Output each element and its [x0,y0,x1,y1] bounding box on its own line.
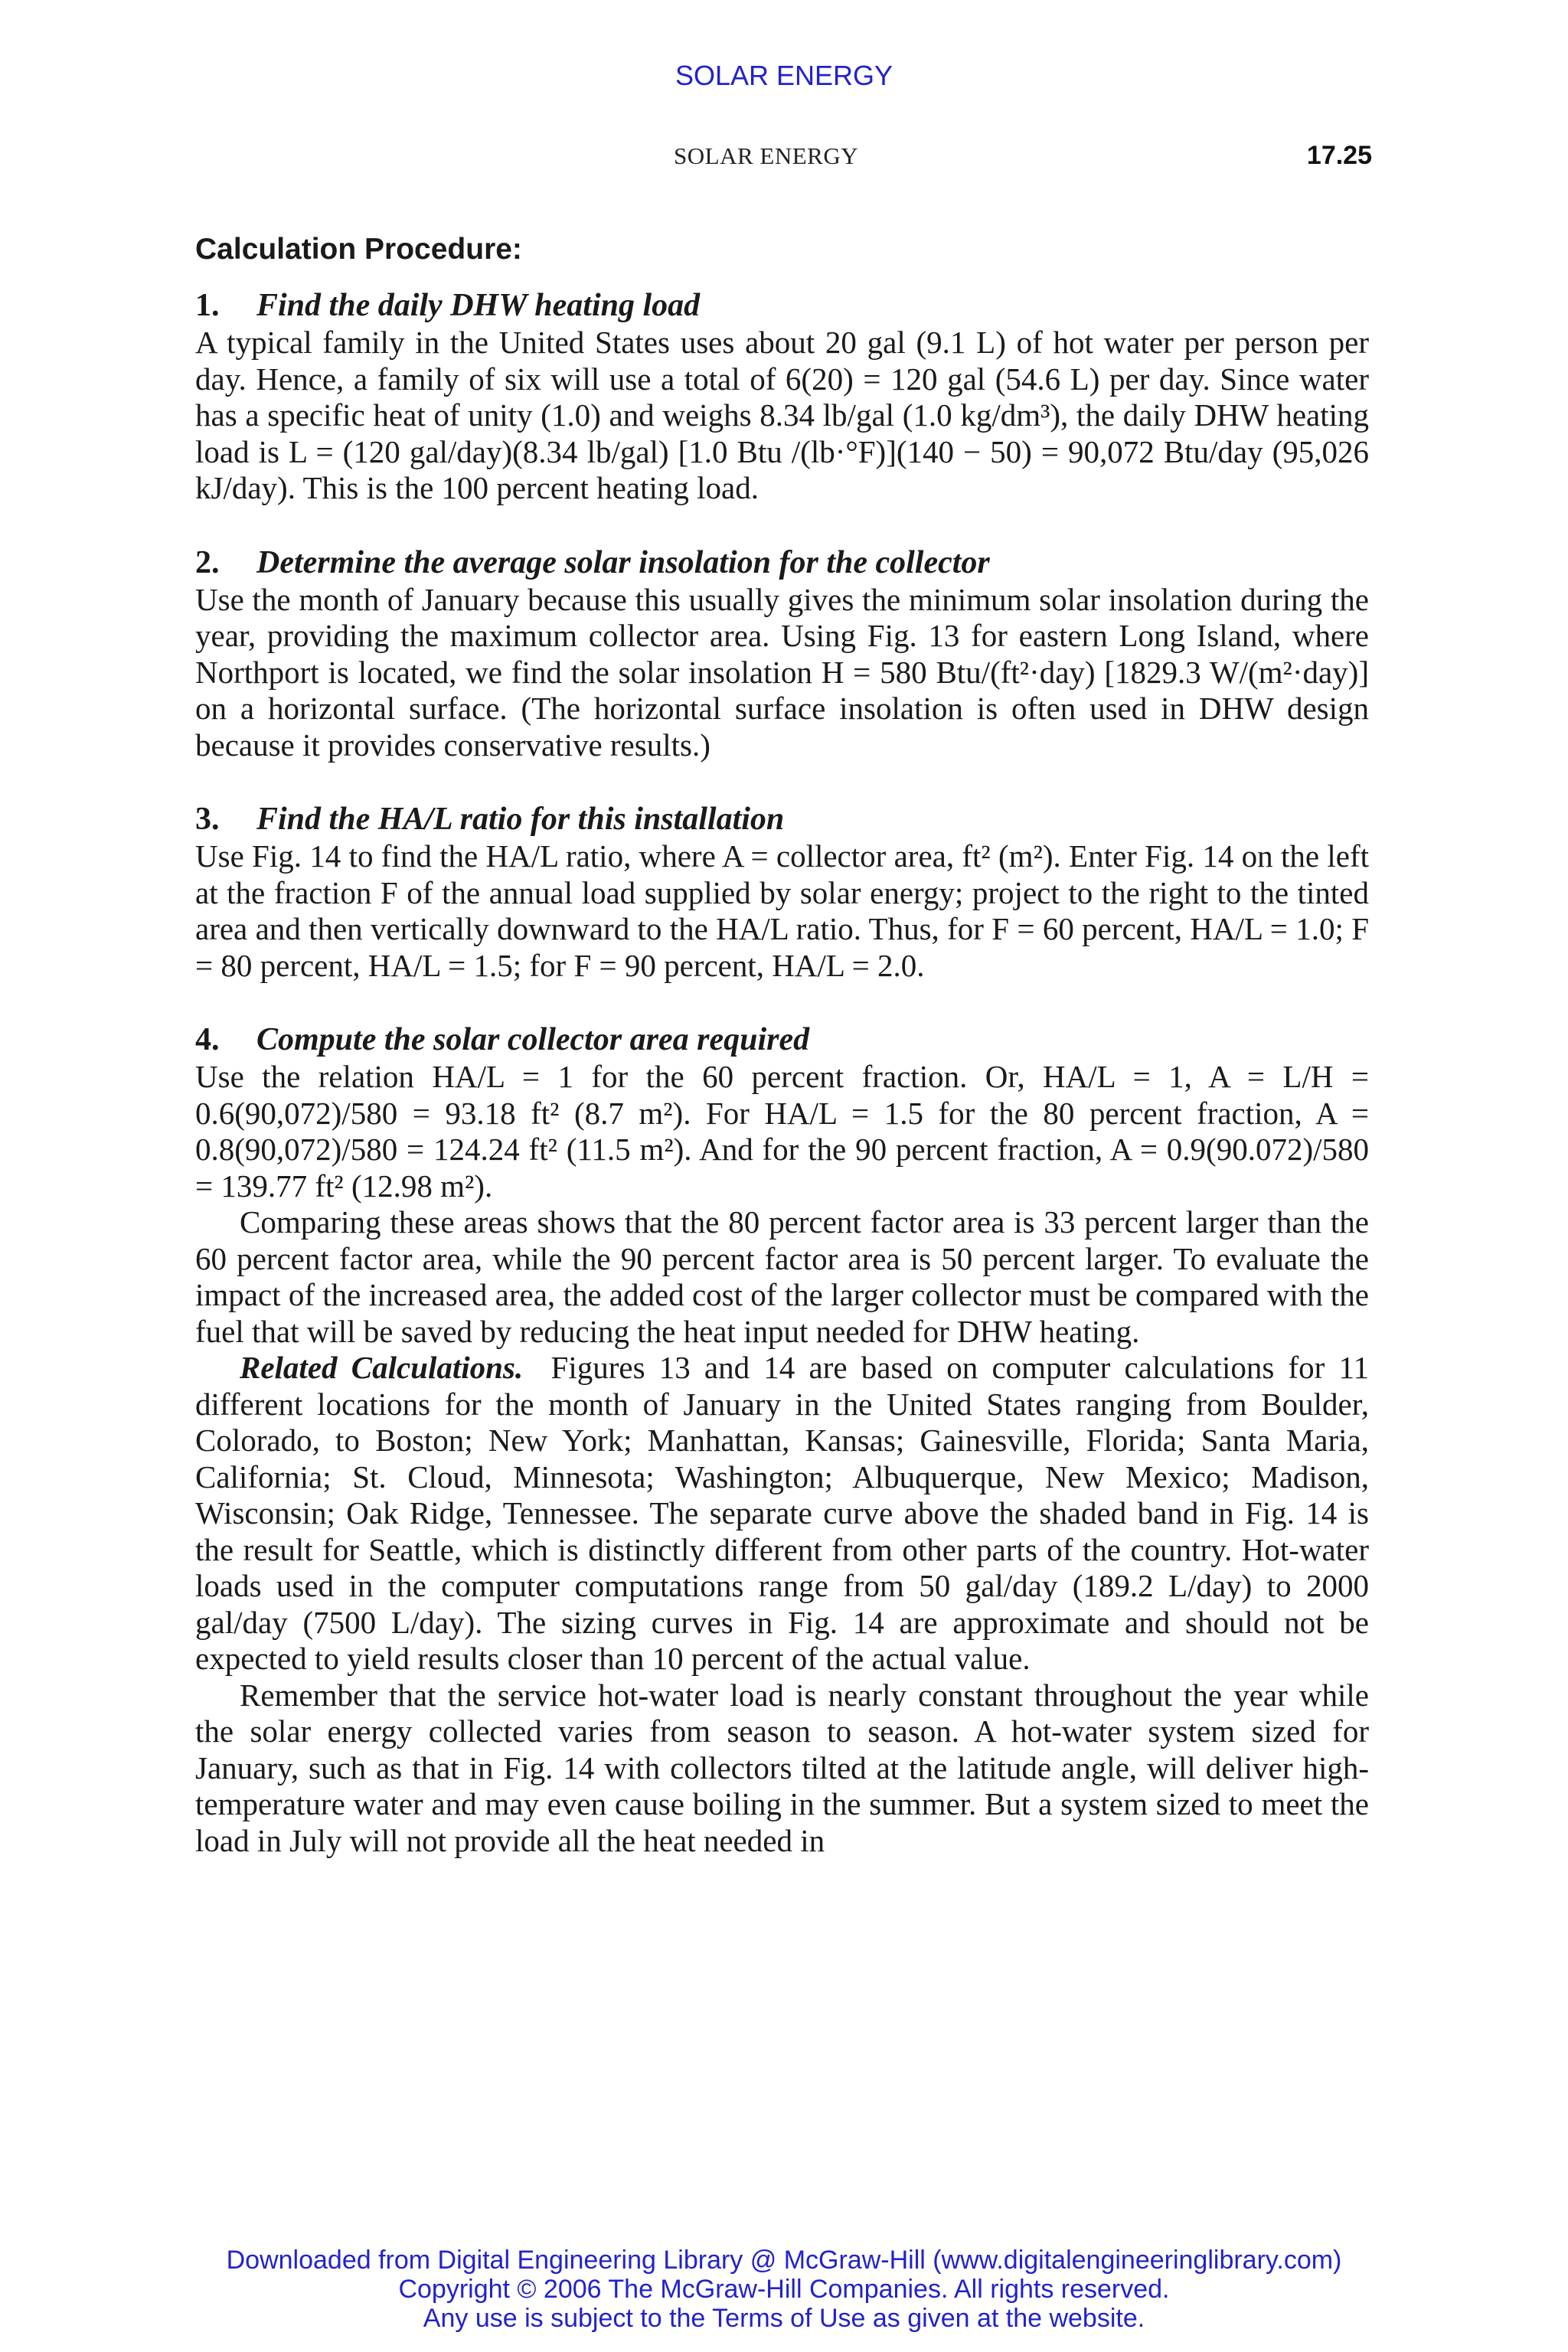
top-link[interactable]: SOLAR ENERGY [675,60,893,91]
step-3 [195,800,1369,984]
footer-download-link[interactable]: Downloaded from Digital Engineering Library @ McGraw-Hill (www.digitalengineeringlibrary.com) [226,2246,1342,2275]
step-number: 1. [195,288,220,323]
step-2 [195,544,1369,764]
related-calculations-text: Figures 13 and 14 are based on computer calculations for 11 different locations for the month of January in the United States ranging from Boulder, Colorado, to Boston; New York; Manhattan, Kansas; Gainesville, Florida; Santa Maria, California; St. Cloud, Minnesota; Washington; Albuquerque, New Mexico; Madison, Wisconsin; Oak Ridge, Tennessee. The separate curve above the shaded band in Fig. 14 is the result for Seattle, which is distinctly different from other parts of the country. Hot-water loads used in the computer computations range from 50 gal/day (189.2 L/day) to 2000 gal/day (7500 L/day). The sizing curves in Fig. 14 are approximate and should not be expected to yield results closer than 10 percent of the actual value. [195,1350,1369,1676]
step-title [195,544,1369,582]
footer [0,2246,1568,2333]
step-title-text: Find the daily DHW heating load [256,288,701,323]
related-calculations-paragraph [195,1350,1369,1677]
running-header: SOLAR ENERGY [674,142,859,169]
procedure-heading: Calculation Procedure: [195,233,522,266]
step-1 [195,286,1369,507]
step-paragraph: Comparing these areas shows that the 80 percent factor area is 33 percent larger than the 60 percent factor area, while the 90 percent factor area is 50 percent larger. To evaluate the impact of the increased area, the added cost of the larger collector must be compared with the fuel that will be saved by reducing the heat input needed for DHW heating. [195,1204,1369,1349]
step-title-text: Compute the solar collector area required [256,1022,810,1057]
step-number: 2. [195,544,220,580]
step-number: 3. [195,802,220,837]
step-title [195,1021,1369,1059]
step-title-text: Determine the average solar insolation for the collector [256,544,990,580]
step-title-text: Find the HA/L ratio for this installation [256,802,785,837]
footer-copyright[interactable]: Copyright © 2006 The McGraw-Hill Companies. All rights reserved. [398,2275,1170,2304]
step-4 [195,1021,1369,1350]
footer-terms[interactable]: Any use is subject to the Terms of Use as given at the website. [423,2304,1145,2333]
step-paragraph: A typical family in the United States uses about 20 gal (9.1 L) of hot water per person per day. Hence, a family of six will use a total of 6(20) = 120 gal (54.6 L) per day. Since water has a specific heat of unity (1.0) and weighs 8.34 lb/gal (1.0 kg/dm³), the daily DHW heating load is L = (120 gal/day)(8.34 lb/gal) [1.0 Btu /(lb·°F)](140 − 50) = 90,072 Btu/day (95,026 kJ/day). This is the 100 percent heating load. [195,325,1369,505]
related-calculations-label: Related Calculations. [240,1350,524,1385]
page-body [195,228,1369,1859]
step-title [195,286,1369,325]
step-paragraph: Use Fig. 14 to find the HA/L ratio, where A = collector area, ft² (m²). Enter Fig. 14 on the left at the fraction F of the annual load supplied by solar energy; project to the right to the tinted area and then vertically downward to the HA/L ratio. Thus, for F = 60 percent, HA/L = 1.0; F = 80 percent, HA/L = 1.5; for F = 90 percent, HA/L = 2.0. [195,838,1369,983]
step-number: 4. [195,1022,220,1057]
step-title [195,800,1369,838]
step-paragraph: Use the relation HA/L = 1 for the 60 percent fraction. Or, HA/L = 1, A = L/H = 0.6(90,072)/580 = 93.18 ft² (8.7 m²). For HA/L = 1.5 for the 80 percent fraction, A = 0.8(90,072)/580 = 124.24 ft² (11.5 m²). And for the 90 percent fraction, A = 0.9(90.072)/580 = 139.77 ft² (12.98 m²). [195,1059,1369,1204]
step-paragraph: Use the month of January because this usually gives the minimum solar insolation during the year, providing the maximum collector area. Using Fig. 13 for eastern Long Island, where Northport is located, we find the solar insolation H = 580 Btu/(ft²·day) [1829.3 W/(m²·day)] on a horizontal surface. (The horizontal surface insolation is often used in DHW design because it provides conservative results.) [195,581,1369,763]
page-number: 17.25 [1306,141,1372,170]
closing-paragraph: Remember that the service hot-water load is nearly constant throughout the year while the solar energy collected varies from season to season. A hot-water system sized for January, such as that in Fig. 14 with collectors tilted at the latitude angle, will deliver high-temperature water and may even cause boiling in the summer. But a system sized to meet the load in July will not provide all the heat needed in [195,1677,1369,1858]
